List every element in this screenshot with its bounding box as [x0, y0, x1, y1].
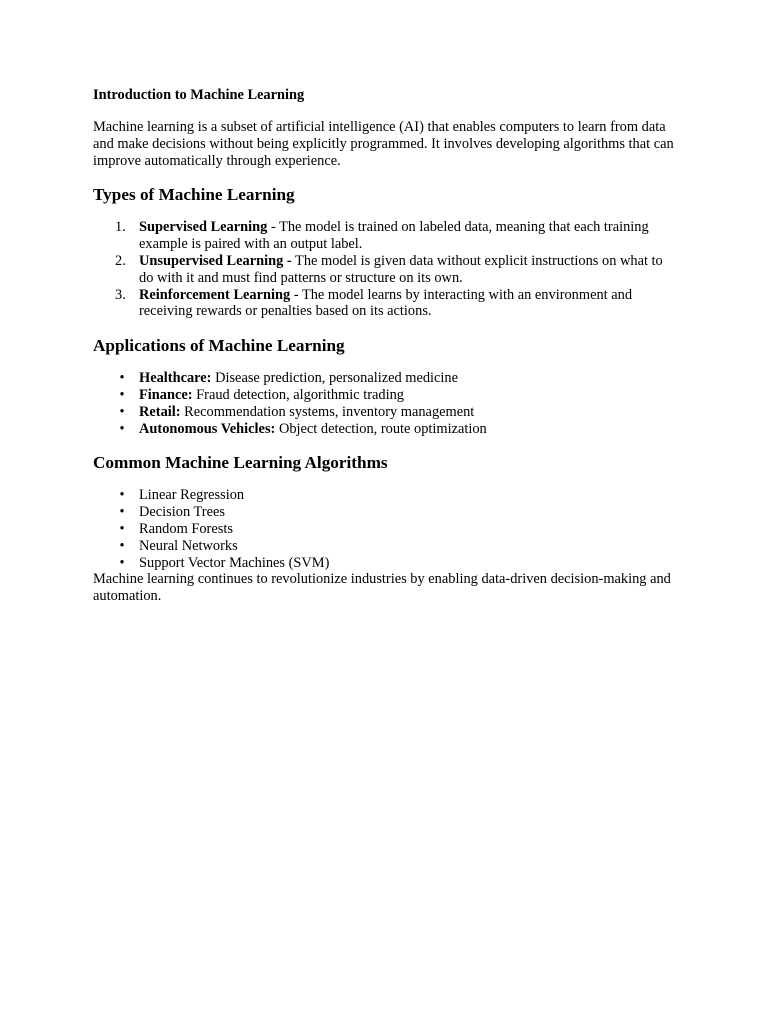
types-heading: Types of Machine Learning — [93, 185, 295, 205]
list-item-text: - The model is trained on labeled data, meaning that each training example is paired with an output label. — [139, 219, 649, 253]
list-item-text: Fraud detection, algorithmic trading — [192, 386, 404, 403]
list-number: 1. — [115, 219, 126, 236]
list-item — [93, 504, 678, 521]
list-item — [93, 538, 678, 555]
bullet-icon: • — [119, 370, 125, 387]
document-title: Introduction to Machine Learning — [93, 87, 305, 103]
list-item-unsupervised — [93, 253, 678, 287]
bullet-icon: • — [119, 504, 125, 521]
list-item-term: Retail: — [139, 403, 181, 420]
list-item-reinforcement — [93, 287, 678, 321]
list-item-autonomous-vehicles — [93, 421, 678, 438]
bullet-icon: • — [119, 420, 125, 437]
applications-heading: Applications of Machine Learning — [93, 336, 345, 356]
bullet-icon: • — [119, 403, 125, 420]
list-item — [93, 555, 678, 572]
closing-paragraph: Machine learning continues to revolutionize industries by enabling data-driven decision-making and automation. — [93, 571, 671, 605]
types-list — [93, 219, 678, 320]
algorithms-heading: Common Machine Learning Algorithms — [93, 453, 388, 473]
applications-list — [93, 370, 678, 437]
list-item-term: Supervised Learning — [139, 219, 268, 236]
bullet-icon: • — [119, 520, 125, 537]
list-item-supervised — [93, 219, 678, 253]
list-item-healthcare — [93, 370, 678, 387]
list-item-text: Random Forests — [139, 520, 233, 537]
list-item-text: Linear Regression — [139, 487, 245, 504]
algorithms-list — [93, 487, 678, 571]
list-item-term: Healthcare: — [139, 370, 212, 387]
list-item — [93, 521, 678, 538]
list-item-term: Reinforcement Learning — [139, 286, 291, 303]
bullet-icon: • — [119, 554, 125, 571]
document-body — [93, 86, 678, 605]
list-item-retail — [93, 404, 678, 421]
list-item-text: Support Vector Machines (SVM) — [139, 554, 330, 571]
list-item-text: Object detection, route optimization — [275, 420, 487, 437]
list-item-term: Autonomous Vehicles: — [139, 420, 276, 437]
list-item-finance — [93, 387, 678, 404]
list-item — [93, 487, 678, 504]
bullet-icon: • — [119, 386, 125, 403]
list-item-text: The model is given data without explicit instructions on what to do with it and must find patterns or structure on its own. — [139, 252, 663, 286]
bullet-icon: • — [119, 487, 125, 504]
list-item-text: Recommendation systems, inventory management — [180, 403, 475, 420]
intro-paragraph: Machine learning is a subset of artificial intelligence (AI) that enables computers to learn from data and make decisions without being explicitly programmed. It involves developing algorithms that can improve automatically through experience. — [93, 119, 674, 169]
list-item-text: Disease prediction, personalized medicine — [211, 370, 459, 387]
list-item-text: Decision Trees — [139, 504, 225, 521]
bullet-icon: • — [119, 537, 125, 554]
list-item-text: - The model learns by interacting with an environment and receiving rewards or penalties based on its actions. — [139, 286, 633, 320]
list-number: 2. — [115, 252, 126, 269]
list-number: 3. — [115, 286, 126, 303]
list-item-text: Neural Networks — [139, 537, 238, 554]
list-item-term: Finance: — [139, 386, 193, 403]
list-item-term: Unsupervised Learning - — [139, 252, 292, 269]
